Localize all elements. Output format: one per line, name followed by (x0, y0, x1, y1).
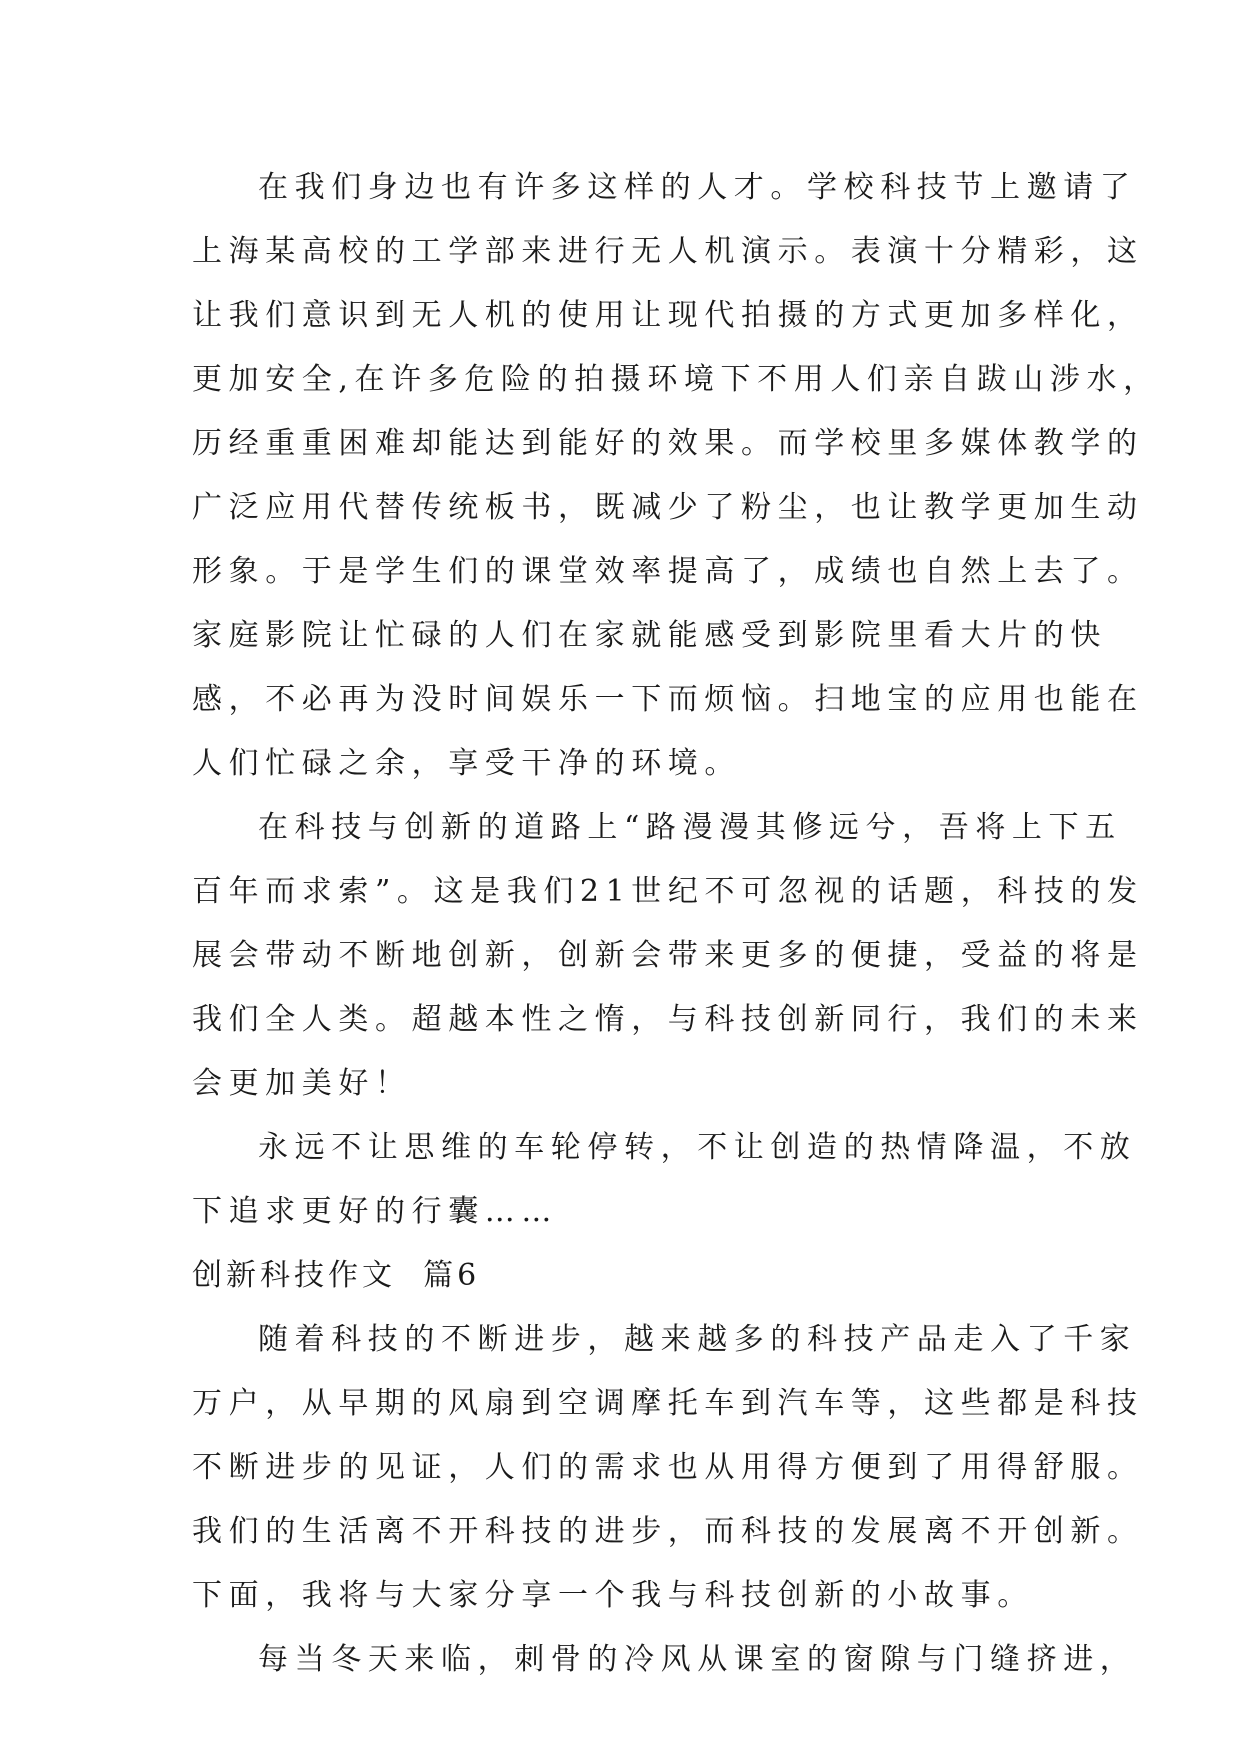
paragraph-talent (192, 156, 1160, 796)
text-line: 广泛应用代替传统板书，既减少了粉尘，也让教学更加生动 (192, 490, 1144, 525)
text-line: 在科技与创新的道路上“路漫漫其修远兮，吾将上下五 (258, 810, 1122, 845)
text-line: 永远不让思维的车轮停转，不让创造的热情降温，不放 (258, 1130, 1137, 1165)
text-line: 更加安全,在许多危险的拍摄环境下不用人们亲自跋山涉水， (192, 362, 1160, 397)
text-line: 上海某高校的工学部来进行无人机演示。表演十分精彩，这 (192, 234, 1144, 269)
text-line: 展会带动不断地创新，创新会带来更多的便捷，受益的将是 (192, 938, 1144, 973)
document-page (192, 156, 1160, 1692)
text-line: 我们全人类。超越本性之惰，与科技创新同行，我们的未来 (192, 1002, 1144, 1037)
paragraph-progress (192, 1308, 1144, 1628)
text-line: 人们忙碌之余，享受干净的环境。 (192, 746, 741, 781)
section-heading: 创新科技作文 篇6 (192, 1258, 481, 1293)
text-line: 会更加美好！ (192, 1066, 412, 1101)
text-line: 家庭影院让忙碌的人们在家就能感受到影院里看大片的快 (192, 618, 1107, 653)
text-line: 下追求更好的行囊…… (192, 1194, 558, 1229)
text-line: 感，不必再为没时间娱乐一下而烦恼。扫地宝的应用也能在 (192, 682, 1144, 717)
paragraph-forever (192, 1116, 1137, 1244)
paragraph-road (192, 796, 1144, 1116)
text-line: 百年而求索”。这是我们21世纪不可忽视的话题，科技的发 (192, 874, 1144, 909)
paragraph-winter (192, 1628, 1137, 1692)
text-line: 每当冬天来临，刺骨的冷风从课室的窗隙与门缝挤进， (258, 1642, 1137, 1677)
text-line: 不断进步的见证，人们的需求也从用得方便到了用得舒服。 (192, 1450, 1144, 1485)
text-line: 我们的生活离不开科技的进步，而科技的发展离不开创新。 (192, 1514, 1144, 1549)
text-line: 让我们意识到无人机的使用让现代拍摄的方式更加多样化， (192, 298, 1144, 333)
text-line: 随着科技的不断进步，越来越多的科技产品走入了千家 (258, 1322, 1137, 1357)
text-line: 形象。于是学生们的课堂效率提高了，成绩也自然上去了。 (192, 554, 1144, 589)
text-line: 下面，我将与大家分享一个我与科技创新的小故事。 (192, 1578, 1034, 1613)
text-line: 在我们身边也有许多这样的人才。学校科技节上邀请了 (258, 170, 1137, 205)
text-line: 万户，从早期的风扇到空调摩托车到汽车等，这些都是科技 (192, 1386, 1144, 1421)
text-line: 历经重重困难却能达到能好的效果。而学校里多媒体教学的 (192, 426, 1144, 461)
